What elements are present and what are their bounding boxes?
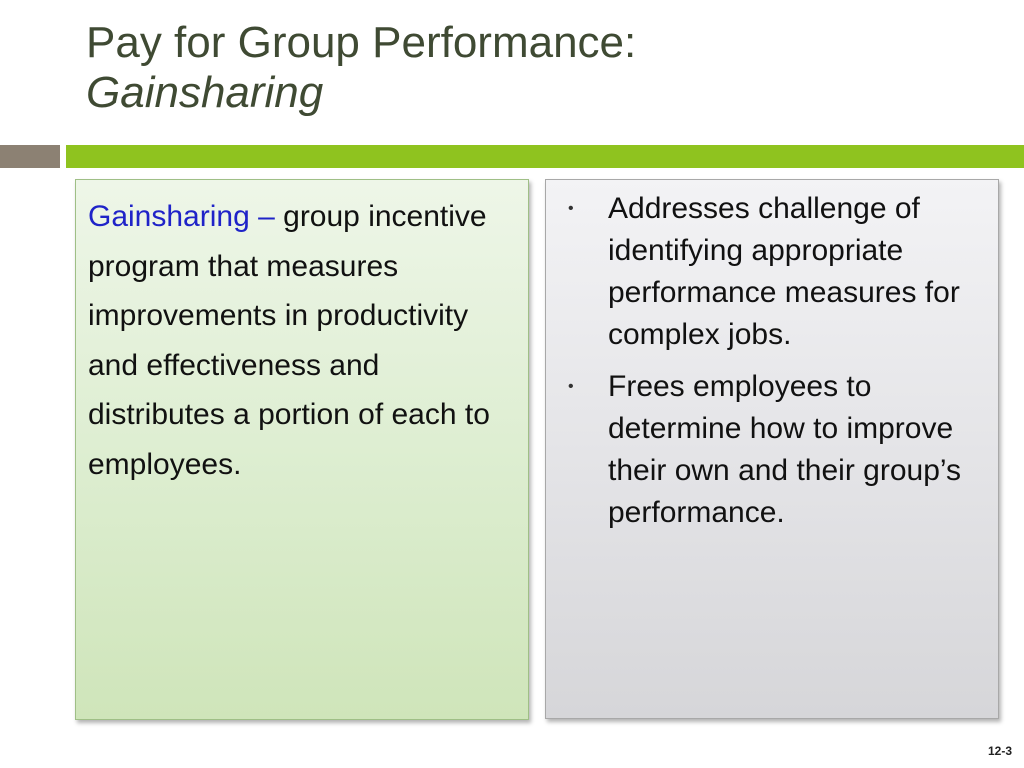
- list-item: [558, 366, 978, 534]
- page-number: 12-3: [987, 744, 1012, 758]
- definition-body: group incentive program that measures improvements in productivity and effectiveness and distributes a portion of each to employees.: [88, 200, 490, 481]
- definition-term: Gainsharing –: [88, 200, 275, 233]
- benefits-list: [558, 188, 978, 534]
- list-item: [558, 188, 978, 356]
- title-rule-gray: [0, 145, 60, 168]
- title-line-2: Gainsharing: [86, 68, 324, 117]
- definition-text: [88, 192, 516, 489]
- definition-box: [75, 179, 529, 720]
- benefits-box: [545, 179, 999, 719]
- bullet-text: Addresses challenge of identifying appropriate performance measures for complex jobs.: [608, 192, 960, 351]
- bullet-text: Frees employees to determine how to improve their own and their group’s performance.: [608, 370, 961, 529]
- title-line-1: Pay for Group Performance:: [86, 18, 637, 67]
- title-rule-green: [66, 145, 1024, 168]
- slide-title: [86, 18, 986, 118]
- bullet-icon: •: [568, 200, 574, 217]
- bullet-icon: •: [568, 378, 574, 395]
